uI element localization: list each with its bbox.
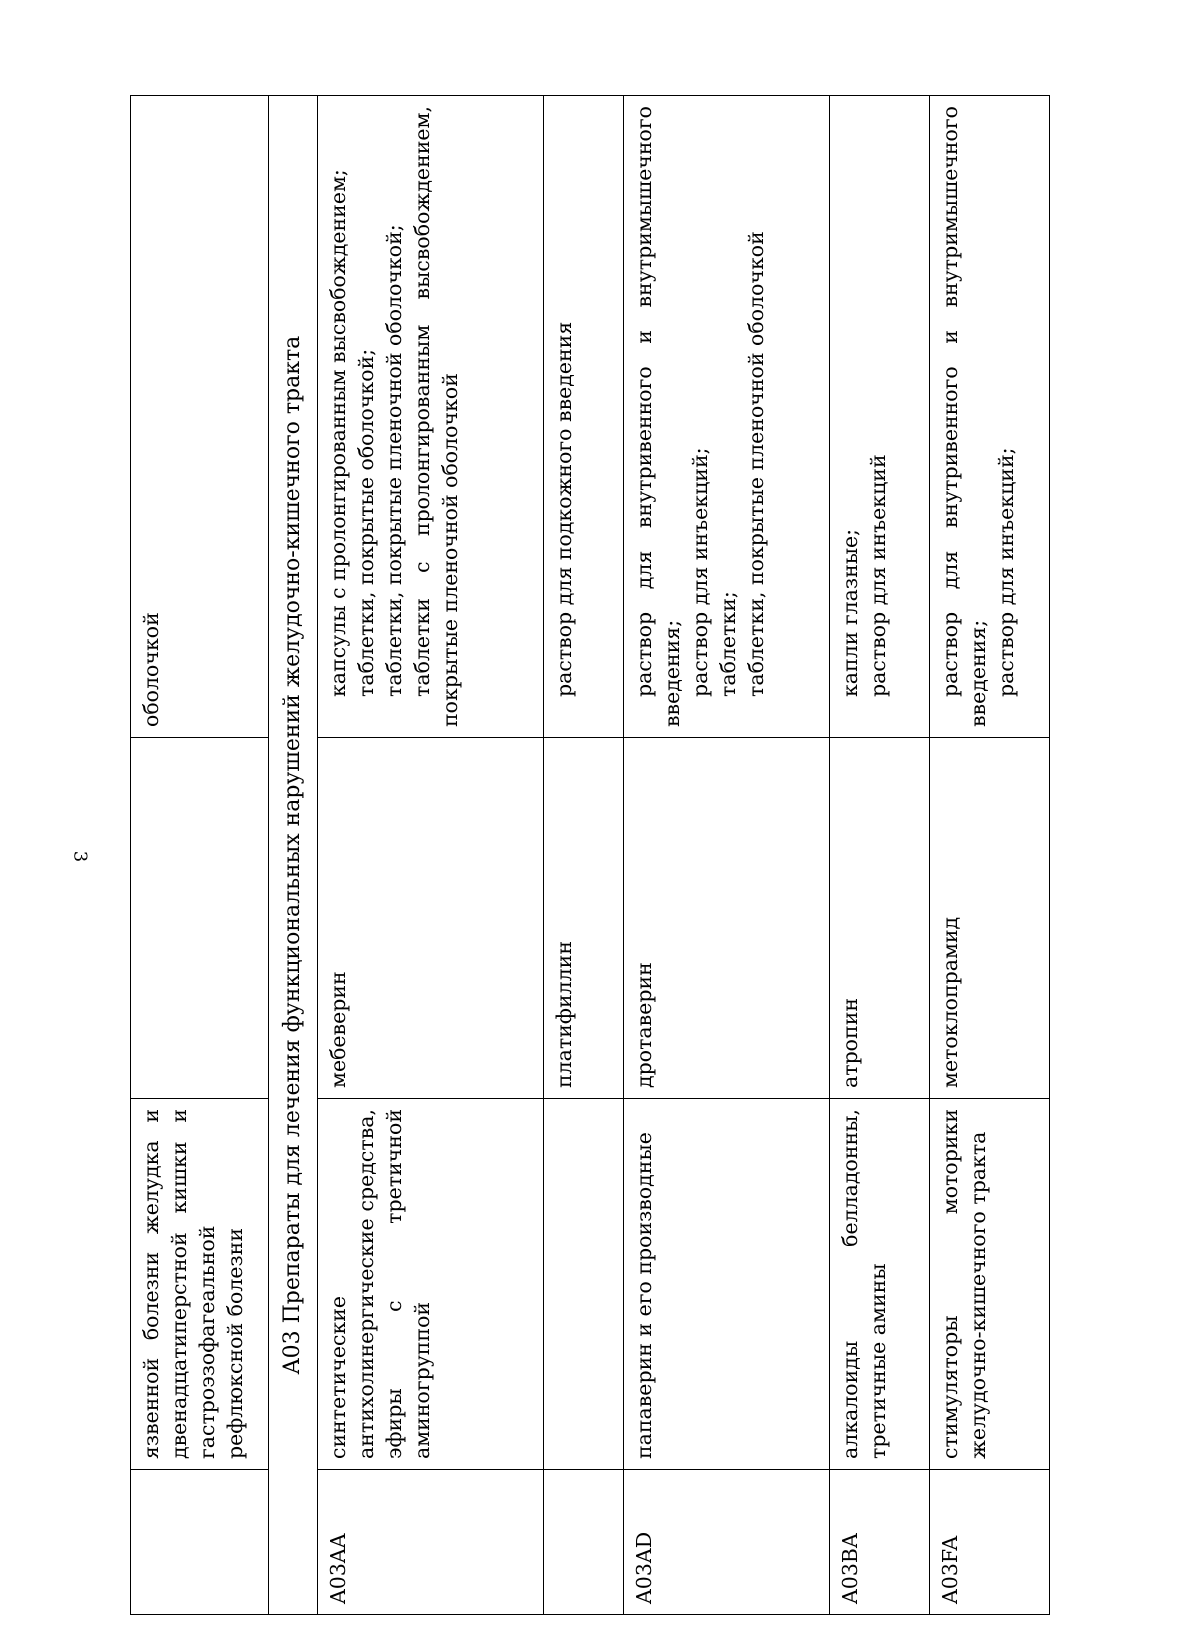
dosage-form-cell (930, 96, 1050, 738)
table-row (624, 96, 830, 1615)
table-row (318, 96, 544, 1615)
drug-cell: мебеверин (318, 738, 544, 1099)
drug-cell: атропин (830, 738, 930, 1099)
table-row (544, 96, 624, 1615)
atc-code-cell: A03BA (830, 1470, 930, 1615)
dosage-form-line: таблетки; (716, 591, 740, 697)
dosage-form-cell (544, 96, 624, 738)
group-cell: стимуляторы моторики желудочно-кишечного тракта (930, 1099, 1050, 1470)
group-cell: язвенной болезни желудка и двенадцатиперстной кишки и гастроэзофагеальной рефлюксной болезни (131, 1099, 269, 1470)
group-cell: папаверин и его производные (624, 1099, 830, 1470)
section-title: A03 Препараты для лечения функциональных нарушений желудочно-кишечного тракта (269, 96, 318, 1615)
dosage-form-cell: оболочкой (131, 96, 269, 738)
rotated-table-page (130, 95, 1190, 1615)
dosage-form-cell (318, 96, 544, 738)
section-header-row (269, 96, 318, 1615)
table-row (131, 96, 269, 1615)
dosage-form-line: капсулы с пролонгированным высвобождением; (326, 169, 350, 697)
drug-cell: метоклопрамид (930, 738, 1050, 1099)
dosage-form-line: таблетки, покрытые пленочной оболочкой (744, 231, 768, 697)
drug-cell: платифиллин (544, 738, 624, 1099)
dosage-form-line: раствор для внутривенного и внутримышечного введения; (632, 106, 684, 727)
drug-list-table (130, 95, 1050, 1615)
group-cell: алкалоиды белладонны, третичные амины (830, 1099, 930, 1470)
table-row (830, 96, 930, 1615)
drug-cell: дротаверин (624, 738, 830, 1099)
atc-code-cell: A03AD (624, 1470, 830, 1615)
page-number: 3 (69, 850, 91, 863)
drug-cell (131, 738, 269, 1099)
dosage-form-line: капли глазные; (838, 528, 862, 697)
dosage-form-line: таблетки с пролонгированным высвобождением, покрытые пленочной оболочкой (410, 106, 462, 727)
dosage-form-line: раствор для внутривенного и внутримышечного введения; (938, 106, 990, 727)
dosage-form-line: таблетки, покрытые пленочной оболочкой; (382, 224, 406, 697)
atc-code-cell (131, 1470, 269, 1615)
atc-code-cell: A03FA (930, 1470, 1050, 1615)
table-row (930, 96, 1050, 1615)
dosage-form-line: раствор для подкожного введения (552, 321, 576, 697)
dosage-form-line: раствор для инъекций; (688, 447, 712, 697)
group-cell: синтетические антихолинергические средства, эфиры с третичной аминогруппой (318, 1099, 544, 1470)
dosage-form-line: раствор для инъекций; (994, 447, 1018, 697)
dosage-form-cell (830, 96, 930, 738)
atc-code-cell (544, 1470, 624, 1615)
atc-code-cell: A03AA (318, 1470, 544, 1615)
dosage-form-line: таблетки, покрытые оболочкой; (354, 348, 378, 697)
dosage-form-line: раствор для инъекций (866, 454, 890, 697)
dosage-form-cell (624, 96, 830, 738)
group-cell (544, 1099, 624, 1470)
